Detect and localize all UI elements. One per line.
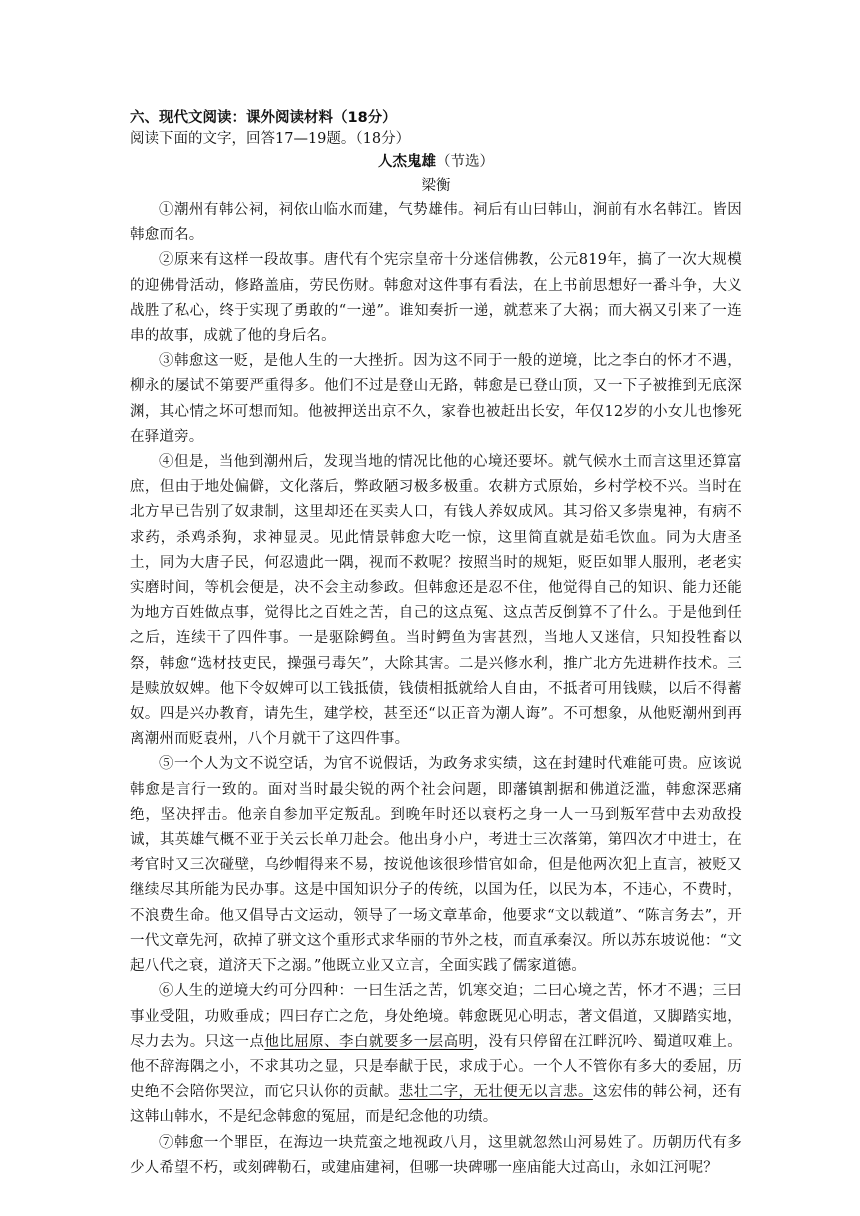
paragraph-6-part-e: 这宏伟的韩公祠，还有这韩山韩水，不是纪念韩愈的冤屈，而是纪念他的功绩。 [130,1084,742,1126]
paragraph-6-part-c: ，没有只停留在江畔沉吟、蜀道叹难上。他不辞海隅之小，不求其功之显，只是奉献于民，求成于心。一个人不管你有多大的委屈，历史绝不会陪你哭泣，而它只认你的贡献。 [130,1033,742,1101]
article-title [130,150,742,174]
instruction-text: 阅读下面的文字，回答17—19题。（18分） [130,131,411,147]
underlined-sentence-2: 悲壮二字，无壮便无以言悲。 [398,1084,593,1101]
paragraph-5: ⑤一个人为文不说空话，为官不说假话，为政务求实绩，这在封建时代难能可贵。应该说韩愈是言行一致的。面对当时最尖锐的两个社会问题，即藩镇割据和佛道泛滥，韩愈深恶痛绝，坚决抨击。他亲自参加平定叛乱。到晚年时还以衰朽之身一人一马到叛军营中去劝敌投诚，其英雄气概不亚于关云长单刀赴会。他出身小户，考进士三次落第，第四次才中进士，在考官时又三次碰壁，乌纱帽得来不易，按说他该很珍惜官如命，但是他两次犯上直言，被贬又继续尽其所能为民办事。这是中国知识分子的传统，以国为任，以民为本，不违心，不费时，不浪费生命。他又倡导古文运动，领导了一场文章革命，他要求“文以载道”、“陈言务去”，开一代文章先河，砍掉了骈文这个重形式求华丽的节外之枝，而直承秦汉。所以苏东坡说他：“文起八代之衰，道济天下之溺。”他既立业又立言，全面实践了儒家道德。 [130,756,742,975]
paragraph-1: ①潮州有韩公祠，祠依山临水而建，气势雄伟。祠后有山曰韩山，涧前有水名韩江。皆因韩愈而名。 [130,202,742,244]
paragraph-6 [130,979,742,1130]
exam-page [130,108,742,1181]
section-heading: 六、现代文阅读：课外阅读材料（18分） [130,110,397,126]
paragraph-6-part-a: ⑥人生的逆境大约可分四种：一曰生活之苦，饥寒交迫；二曰心境之苦，怀才不遇；三曰事业受阻，功败垂成；四曰存亡之危，身处绝境。韩愈既见心明志，著文倡道，又脚踏实地，尽力去为。只这一点 [130,983,742,1050]
paragraph-3: ③韩愈这一贬，是他人生的一大挫折。因为这不同于一般的逆境，比之李白的怀才不遇，柳永的屡试不第要严重得多。他们不过是登山无路，韩愈是已登山顶，又一下子被推到无底深渊，其心情之坏可想而知。他被押送出京不久，家眷也被赶出长安，年仅12岁的小女儿也惨死在驿道旁。 [130,353,742,445]
paragraph-2: ②原来有这样一段故事。唐代有个宪宗皇帝十分迷信佛教，公元819年，搞了一次大规模的迎佛骨活动，修路盖庙，劳民伤财。韩愈对这件事有看法，在上书前思想好一番斗争，大义战胜了私心，终于实现了勇敢的“一递”。谁知奏折一递，就惹来了大祸；而大祸又引来了一连串的故事，成就了他的身后名。 [130,252,742,345]
article-author: 梁衡 [421,178,451,194]
paragraph-4: ④但是，当他到潮州后，发现当地的情况比他的心境还要坏。就气候水土而言这里还算富庶，但由于地处偏僻，文化落后，弊政陋习极多极重。农耕方式原始，乡村学校不兴。当时在北方早已告别了奴隶制，这里却还在买卖人口，有钱人养奴成风。其习俗又多崇鬼神，有病不求药，杀鸡杀狗，求神显灵。见此情景韩愈大吃一惊，这里简直就是茹毛饮血。同为大唐圣土，同为大唐子民，何忍遗此一隅，视而不救呢？按照当时的规矩，贬臣如罪人服刑，老老实实磨时间，等机会便是，决不会主动参政。但韩愈还是忍不住，他觉得自己的知识、能力还能为地方百姓做点事，觉得比之百姓之苦，自己的这点冤、这点苦反倒算不了什么。于是他到任之后，连续干了四件事。一是驱除鳄鱼。当时鳄鱼为害甚烈，当地人又迷信，只知投牲畜以祭，韩愈“选材技吏民，操强弓毒矢”，大除其害。二是兴修水利，推广北方先进耕作技术。三是赎放奴婢。他下令奴婢可以工钱抵债，钱债相抵就给人自由，不抵者可用钱赎，以后不得蓄奴。四是兴办教育，请先生，建学校，甚至还“以正音为潮人诲”。不可想象，从他贬潮州到再离潮州而贬袁州，八个月就干了这四件事。 [130,454,742,748]
article-title-main: 人杰鬼雄 [378,154,436,170]
article-title-suffix: （节选） [436,154,494,170]
paragraph-7: ⑦韩愈一个罪臣，在海边一块荒蛮之地视政八月，这里就忽然山河易姓了。历朝历代有多少人希望不朽，或刻碑勒石，或建庙建祠，但哪一块碑哪一座庙能大过高山，永如江河呢？ [130,1134,742,1176]
underlined-sentence-1: 他比屈原、李白就要多一层高明 [264,1033,474,1050]
